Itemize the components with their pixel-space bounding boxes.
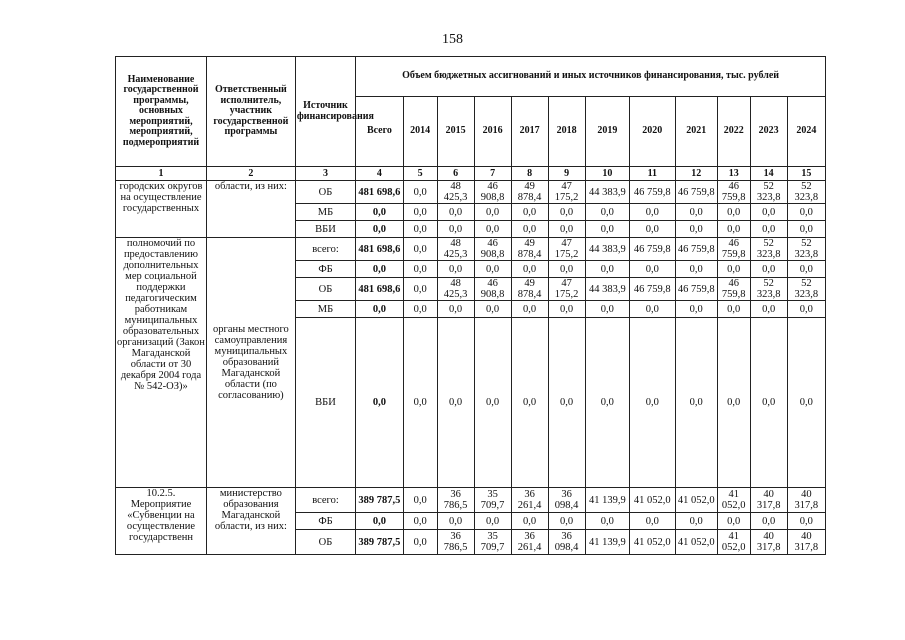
value-cell: 0,0	[717, 318, 750, 488]
value-cell: 0,0	[437, 204, 474, 221]
header-year: 2018	[548, 97, 585, 167]
value-cell: 0,0	[474, 261, 511, 278]
value-cell: 0,0	[403, 318, 437, 488]
value-cell: 0,0	[437, 318, 474, 488]
value-cell: 0,0	[750, 204, 787, 221]
value-cell: 0,0	[356, 513, 404, 530]
value-cell: 0,0	[675, 513, 717, 530]
value-cell: 0,0	[356, 221, 404, 238]
value-cell: 0,0	[750, 301, 787, 318]
value-cell: 481 698,6	[356, 181, 404, 204]
value-cell: 48 425,3	[437, 181, 474, 204]
header-year: 2024	[787, 97, 825, 167]
value-cell: 46 908,8	[474, 238, 511, 261]
value-cell: 44 383,9	[585, 278, 629, 301]
value-cell: 0,0	[717, 204, 750, 221]
value-cell: 0,0	[750, 513, 787, 530]
column-number: 10	[585, 167, 629, 181]
value-cell: 52 323,8	[750, 238, 787, 261]
value-cell: 49 878,4	[511, 181, 548, 204]
value-cell: 0,0	[787, 204, 825, 221]
budget-table	[115, 56, 826, 555]
value-cell: 41 139,9	[585, 488, 629, 513]
header-source: Источник финансирования	[295, 57, 355, 167]
value-cell: 40 317,8	[787, 488, 825, 513]
value-cell: 0,0	[403, 221, 437, 238]
value-cell: 49 878,4	[511, 238, 548, 261]
column-number-row	[116, 167, 826, 181]
value-cell: 0,0	[548, 301, 585, 318]
value-cell: 46 908,8	[474, 278, 511, 301]
value-cell: 48 425,3	[437, 238, 474, 261]
value-cell: 46 759,8	[675, 278, 717, 301]
column-number: 6	[437, 167, 474, 181]
value-cell: 0,0	[511, 261, 548, 278]
value-cell: 41 052,0	[717, 488, 750, 513]
value-cell: 46 759,8	[630, 181, 675, 204]
value-cell: 46 759,8	[675, 238, 717, 261]
value-cell: 0,0	[403, 530, 437, 555]
value-cell: 0,0	[437, 221, 474, 238]
executor-cell: области, из них:	[206, 181, 295, 238]
value-cell: 0,0	[585, 261, 629, 278]
value-cell: 44 383,9	[585, 238, 629, 261]
source-cell: ВБИ	[295, 318, 355, 488]
value-cell: 0,0	[511, 301, 548, 318]
source-cell: ОБ	[295, 278, 355, 301]
value-cell: 0,0	[675, 301, 717, 318]
value-cell: 0,0	[787, 221, 825, 238]
value-cell: 36 098,4	[548, 530, 585, 555]
value-cell: 0,0	[787, 261, 825, 278]
column-number: 3	[295, 167, 355, 181]
value-cell: 0,0	[717, 261, 750, 278]
value-cell: 0,0	[403, 261, 437, 278]
header-year: 2015	[437, 97, 474, 167]
value-cell: 0,0	[403, 181, 437, 204]
value-cell: 0,0	[548, 318, 585, 488]
value-cell: 0,0	[630, 221, 675, 238]
value-cell: 389 787,5	[356, 488, 404, 513]
table-row	[116, 488, 826, 513]
value-cell: 41 139,9	[585, 530, 629, 555]
column-number: 13	[717, 167, 750, 181]
column-number: 12	[675, 167, 717, 181]
column-number: 1	[116, 167, 207, 181]
value-cell: 0,0	[750, 221, 787, 238]
value-cell: 40 317,8	[750, 530, 787, 555]
value-cell: 0,0	[585, 513, 629, 530]
value-cell: 0,0	[356, 204, 404, 221]
header-year: 2014	[403, 97, 437, 167]
value-cell: 41 052,0	[630, 530, 675, 555]
column-number: 4	[356, 167, 404, 181]
table-row	[116, 181, 826, 204]
value-cell: 0,0	[675, 204, 717, 221]
value-cell: 0,0	[356, 261, 404, 278]
value-cell: 52 323,8	[787, 278, 825, 301]
column-number: 8	[511, 167, 548, 181]
value-cell: 48 425,3	[437, 278, 474, 301]
value-cell: 47 175,2	[548, 238, 585, 261]
value-cell: 36 786,5	[437, 530, 474, 555]
value-cell: 0,0	[403, 301, 437, 318]
value-cell: 0,0	[717, 221, 750, 238]
value-cell: 0,0	[717, 301, 750, 318]
header-program: Наименование государственной программы, основных мероприятий, мероприятий, подмероприятий	[116, 57, 207, 167]
value-cell: 0,0	[630, 301, 675, 318]
column-number: 9	[548, 167, 585, 181]
header-year: Всего	[356, 97, 404, 167]
value-cell: 41 052,0	[630, 488, 675, 513]
value-cell: 0,0	[787, 318, 825, 488]
value-cell: 0,0	[675, 221, 717, 238]
value-cell: 0,0	[403, 238, 437, 261]
value-cell: 389 787,5	[356, 530, 404, 555]
value-cell: 47 175,2	[548, 278, 585, 301]
source-cell: всего:	[295, 488, 355, 513]
header-year: 2023	[750, 97, 787, 167]
value-cell: 52 323,8	[750, 278, 787, 301]
executor-cell: органы местного самоуправления муниципальных образований Магаданской области (по согласованию)	[206, 238, 295, 488]
header-executor: Ответственный исполнитель, участник государственной программы	[206, 57, 295, 167]
value-cell: 0,0	[630, 204, 675, 221]
value-cell: 0,0	[585, 318, 629, 488]
source-cell: ФБ	[295, 513, 355, 530]
value-cell: 0,0	[750, 318, 787, 488]
value-cell: 40 317,8	[750, 488, 787, 513]
value-cell: 481 698,6	[356, 238, 404, 261]
source-cell: ОБ	[295, 530, 355, 555]
header-budget-group: Объем бюджетных ассигнований и иных источников финансирования, тыс. рублей	[356, 57, 826, 97]
value-cell: 47 175,2	[548, 181, 585, 204]
value-cell: 0,0	[437, 261, 474, 278]
value-cell: 0,0	[511, 318, 548, 488]
value-cell: 49 878,4	[511, 278, 548, 301]
value-cell: 0,0	[437, 513, 474, 530]
value-cell: 0,0	[585, 204, 629, 221]
value-cell: 0,0	[403, 204, 437, 221]
value-cell: 41 052,0	[675, 488, 717, 513]
value-cell: 0,0	[403, 278, 437, 301]
executor-cell: министерство образования Магаданской области, из них:	[206, 488, 295, 555]
value-cell: 35 709,7	[474, 488, 511, 513]
value-cell: 0,0	[403, 513, 437, 530]
header-year: 2016	[474, 97, 511, 167]
source-cell: МБ	[295, 301, 355, 318]
value-cell: 35 709,7	[474, 530, 511, 555]
value-cell: 52 323,8	[750, 181, 787, 204]
value-cell: 0,0	[474, 513, 511, 530]
value-cell: 0,0	[511, 513, 548, 530]
value-cell: 52 323,8	[787, 181, 825, 204]
source-cell: ОБ	[295, 181, 355, 204]
value-cell: 46 759,8	[717, 181, 750, 204]
program-cell: 10.2.5. Мероприятие «Субвенции на осуществление государственн	[116, 488, 207, 555]
value-cell: 46 759,8	[675, 181, 717, 204]
value-cell: 36 261,4	[511, 488, 548, 513]
header-year: 2017	[511, 97, 548, 167]
value-cell: 0,0	[630, 261, 675, 278]
value-cell: 41 052,0	[717, 530, 750, 555]
program-cell: полномочий по предоставлению дополнительных мер социальной поддержки педагогическим работникам муниципальных образовательных организаций (Закон Магаданской области от 30 декабря 2004 года № 542-ОЗ)»	[116, 238, 207, 488]
column-number: 14	[750, 167, 787, 181]
value-cell: 0,0	[787, 513, 825, 530]
header-year: 2020	[630, 97, 675, 167]
value-cell: 44 383,9	[585, 181, 629, 204]
value-cell: 52 323,8	[787, 238, 825, 261]
value-cell: 0,0	[356, 318, 404, 488]
value-cell: 46 759,8	[630, 238, 675, 261]
value-cell: 41 052,0	[675, 530, 717, 555]
value-cell: 0,0	[511, 204, 548, 221]
value-cell: 0,0	[511, 221, 548, 238]
source-cell: всего:	[295, 238, 355, 261]
value-cell: 0,0	[717, 513, 750, 530]
column-number: 2	[206, 167, 295, 181]
value-cell: 481 698,6	[356, 278, 404, 301]
value-cell: 0,0	[356, 301, 404, 318]
column-number: 5	[403, 167, 437, 181]
value-cell: 36 098,4	[548, 488, 585, 513]
value-cell: 46 759,8	[717, 238, 750, 261]
value-cell: 0,0	[437, 301, 474, 318]
value-cell: 0,0	[585, 221, 629, 238]
header-year: 2022	[717, 97, 750, 167]
source-cell: МБ	[295, 204, 355, 221]
column-number: 15	[787, 167, 825, 181]
source-cell: ФБ	[295, 261, 355, 278]
value-cell: 36 261,4	[511, 530, 548, 555]
value-cell: 0,0	[548, 513, 585, 530]
value-cell: 0,0	[474, 204, 511, 221]
column-number: 11	[630, 167, 675, 181]
value-cell: 46 759,8	[717, 278, 750, 301]
value-cell: 0,0	[630, 318, 675, 488]
value-cell: 36 786,5	[437, 488, 474, 513]
value-cell: 0,0	[548, 204, 585, 221]
source-cell: ВБИ	[295, 221, 355, 238]
value-cell: 0,0	[403, 488, 437, 513]
table-row	[116, 238, 826, 261]
value-cell: 0,0	[548, 261, 585, 278]
header-year: 2021	[675, 97, 717, 167]
value-cell: 46 759,8	[630, 278, 675, 301]
value-cell: 0,0	[474, 318, 511, 488]
value-cell: 40 317,8	[787, 530, 825, 555]
value-cell: 0,0	[750, 261, 787, 278]
header-year: 2019	[585, 97, 629, 167]
value-cell: 0,0	[787, 301, 825, 318]
value-cell: 0,0	[585, 301, 629, 318]
column-number: 7	[474, 167, 511, 181]
value-cell: 0,0	[675, 261, 717, 278]
value-cell: 0,0	[548, 221, 585, 238]
value-cell: 0,0	[630, 513, 675, 530]
value-cell: 0,0	[675, 318, 717, 488]
value-cell: 0,0	[474, 301, 511, 318]
value-cell: 46 908,8	[474, 181, 511, 204]
value-cell: 0,0	[474, 221, 511, 238]
page-number: 158	[442, 32, 463, 47]
program-cell: городских округов на осуществление государственных	[116, 181, 207, 238]
